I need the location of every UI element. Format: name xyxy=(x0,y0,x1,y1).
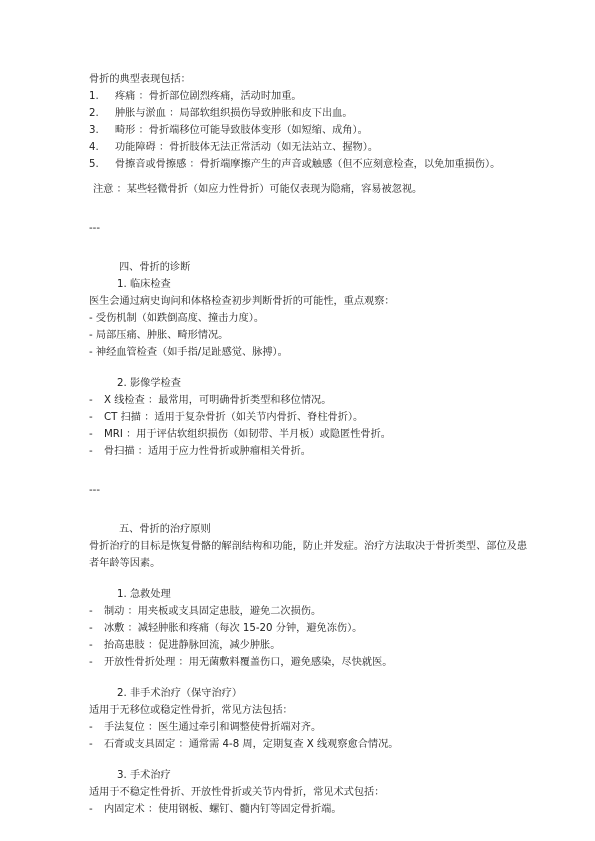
section-heading-treatment: 五、骨折的治疗原则 xyxy=(119,524,211,535)
subsection-title-emergency: 1. 急救处理 xyxy=(117,589,171,600)
clinical-description: 医生会通过病史询问和体格检查初步判断骨折的可能性，重点观察： xyxy=(89,296,395,307)
list-dash: - xyxy=(89,722,93,733)
list-item xyxy=(89,105,529,122)
list-dash: - xyxy=(89,412,93,423)
list-text: MRI ：用于评估软组织损伤（如韧带、半月板）或隐匿性骨折。 xyxy=(104,429,391,440)
list-item xyxy=(89,719,529,736)
list-item xyxy=(89,409,529,426)
symptom-list xyxy=(89,88,529,173)
note-text: 注意 ：某些轻微骨折（如应力性骨折）可能仅表现为隐痛，容易被忽视。 xyxy=(93,184,423,195)
subsection-title-surgical: 3. 手术治疗 xyxy=(117,770,171,781)
subsection-title-conservative: 2. 非手术治疗（保守治疗） xyxy=(117,688,243,699)
section-heading-diagnosis: 四、骨折的诊断 xyxy=(119,262,191,273)
list-item xyxy=(89,620,529,637)
list-text: 开放性骨折处理 ：用无菌敷料覆盖伤口，避免感染，尽快就医。 xyxy=(104,657,393,668)
list-item: - 局部压痛、肿胀、畸形情况。 xyxy=(89,330,229,341)
list-number: 1. xyxy=(89,91,99,102)
list-dash: - xyxy=(89,606,93,617)
list-text: CT 扫描 ：适用于复杂骨折（如关节内骨折、脊柱骨折）。 xyxy=(104,412,364,423)
list-item xyxy=(89,654,529,671)
list-item xyxy=(89,122,529,139)
list-text: 内固定术 ：使用钢板、螺钉、髓内钉等固定骨折端。 xyxy=(104,804,342,815)
list-text: X 线检查 ：最常用，可明确骨折类型和移位情况。 xyxy=(104,395,332,406)
list-item: - 受伤机制（如跌倒高度、撞击力度）。 xyxy=(89,313,265,324)
list-text: 骨擦音或骨擦感 ：骨折端摩擦产生的声音或触感（但不应刻意检查，以免加重损伤）。 xyxy=(115,159,501,170)
subsection-title-imaging: 2. 影像学检查 xyxy=(117,378,181,389)
list-item xyxy=(89,603,529,620)
list-text: 手法复位 ：医生通过牵引和调整使骨折端对齐。 xyxy=(104,722,322,733)
list-text: 冰敷 ：减轻肿胀和疼痛（每次 15-20 分钟，避免冻伤）。 xyxy=(104,623,363,634)
list-number: 5. xyxy=(89,159,99,170)
list-dash: - xyxy=(89,804,93,815)
list-text: 制动 ：用夹板或支具固定患肢，避免二次损伤。 xyxy=(104,606,322,617)
list-number: 4. xyxy=(89,142,99,153)
intro-text: 骨折的典型表现包括： xyxy=(89,74,191,85)
conservative-description: 适用于无移位或稳定性骨折，常见方法包括： xyxy=(89,705,293,716)
list-item xyxy=(89,426,529,443)
list-text: 抬高患肢 ：促进静脉回流，减少肿胀。 xyxy=(104,640,281,651)
list-text: 石膏或支具固定 ：通常需 4-8 周，定期复查 X 线观察愈合情况。 xyxy=(104,739,399,750)
list-item xyxy=(89,139,529,156)
list-text: 肿胀与淤血 ：局部软组织损伤导致肿胀和皮下出血。 xyxy=(115,108,353,119)
list-text: 疼痛 ：骨折部位剧烈疼痛，活动时加重。 xyxy=(115,91,302,102)
surgical-description: 适用于不稳定性骨折、开放性骨折或关节内骨折，常见术式包括： xyxy=(89,787,385,798)
list-text: 畸形 ：骨折端移位可能导致肢体变形（如短缩、成角）。 xyxy=(115,125,368,136)
separator: --- xyxy=(89,223,101,234)
list-item xyxy=(89,156,529,173)
treatment-description: 骨折治疗的目标是恢复骨骼的解剖结构和功能，防止并发症。治疗方法取决于骨折类型、部位及患者年龄等因素。 xyxy=(89,541,528,569)
list-dash: - xyxy=(89,657,93,668)
list-item: - 神经血管检查（如手指/足趾感觉、脉搏）。 xyxy=(89,347,288,358)
list-dash: - xyxy=(89,446,93,457)
list-item xyxy=(89,637,529,654)
list-item xyxy=(89,392,529,409)
list-item xyxy=(89,801,529,818)
separator: --- xyxy=(89,485,101,496)
list-item xyxy=(89,443,529,460)
document-page xyxy=(89,71,529,818)
list-item xyxy=(89,88,529,105)
list-dash: - xyxy=(89,739,93,750)
list-dash: - xyxy=(89,395,93,406)
list-number: 2. xyxy=(89,108,99,119)
list-number: 3. xyxy=(89,125,99,136)
list-text: 骨扫描 ：适用于应力性骨折或肿瘤相关骨折。 xyxy=(104,446,311,457)
list-item xyxy=(89,736,529,753)
list-text: 功能障碍 ：骨折肢体无法正常活动（如无法站立、握物）。 xyxy=(115,142,379,153)
list-dash: - xyxy=(89,429,93,440)
subsection-title-clinical: 1. 临床检查 xyxy=(117,279,171,290)
list-dash: - xyxy=(89,640,93,651)
list-dash: - xyxy=(89,623,93,634)
